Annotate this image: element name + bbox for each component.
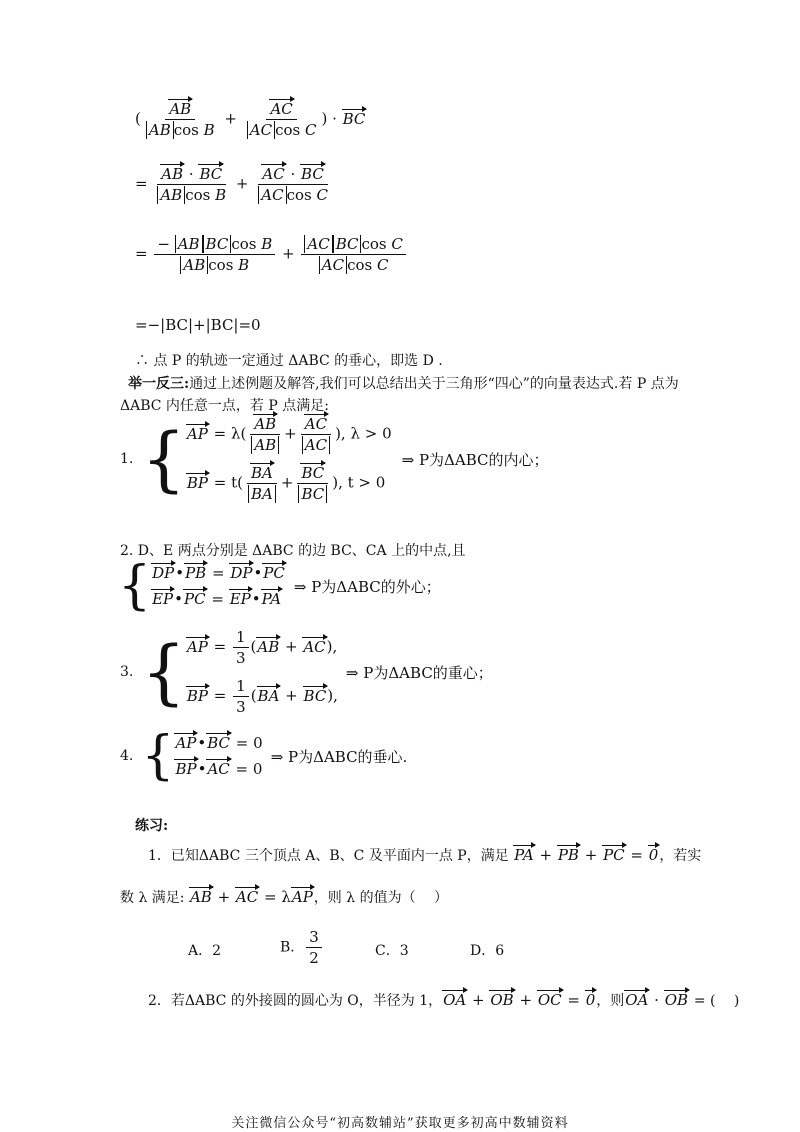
formula-item-4: 4. { AP•BC = 0 BP•AC = 0 ⇒ P为ΔABC的垂心. xyxy=(120,726,408,786)
item-2-premise: 2. D、E 两点分别是 ΔABC 的边 BC、CA 上的中点,且 xyxy=(120,543,466,559)
section-heading: 举一反三: xyxy=(128,376,190,392)
conclusion-text: ∴ 点 P 的轨迹一定通过 ΔABC 的垂心，即选 D . xyxy=(135,353,443,369)
exercise-q2: 2．若ΔABC 的外接圆的圆心为 O，半径为 1，OA + OB + OC = 0，则OA · OB = ( ) xyxy=(148,991,740,1009)
option-a: A．2 xyxy=(188,943,222,959)
derivation-line-1: ( $\frac{AB}{\text{AB cos B}}$ + $\frac{AC}{\text{AC cos C}}$ ) · BC xyxy=(135,100,366,139)
exercise-title: 练习: xyxy=(135,818,169,834)
formula-item-1: 1. { AP = λ( $\frac{AB}{AB}$ + $\frac{AC}{AC}$ ), λ > 0 BP = t( $\frac{BA}{BA}$ + $\frac{BC}{BC}$ ), t > 0 ⇒ P为ΔABC的内心； xyxy=(120,415,549,503)
derivation-line-2: = $\frac{AB \cdot BC}{\text{AB cos B}}$ + $\frac{AC \cdot BC}{\text{AC cos C}}$ xyxy=(135,165,328,204)
option-b: B． $\frac{3}{2}$ xyxy=(280,928,324,967)
section-intro: 举一反三:通过上述例题及解答,我们可以总结出关于三角形“四心”的向量表达式.若 P 点为 xyxy=(128,376,679,392)
exercise-q1-line1: 1．已知ΔABC 三个顶点 A、B、C 及平面内一点 P，满足 PA + PB + PC = 0，若实 xyxy=(148,846,702,864)
formula-item-3: 3. { AP = $\frac{1}{3}$ (AB + AC), BP = $\frac{1}{3}$ (BA + BC), ⇒ P为ΔABC的重心； xyxy=(120,628,493,716)
option-d: D．6 xyxy=(470,943,505,959)
section-intro-2: ΔABC 内任意一点，若 P 点满足: xyxy=(120,398,329,414)
derivation-line-4: =−|BC|+|BC|=0 xyxy=(135,316,261,334)
left-brace: { xyxy=(141,418,186,500)
formula-item-2: { DP•PB = DP•PC EP•PC = EP•PA ⇒ P为ΔABC的外心； xyxy=(118,556,441,616)
derivation-line-3: = $\frac{\text{− AB BC cos B}}{\text{AB cos B}}$ + $\frac{\text{AC BC cos C}}{\text{AC cos C}}$ xyxy=(135,235,408,274)
option-c: C．3 xyxy=(375,943,409,959)
footer-note: 关注微信公众号“初高数辅站”获取更多初高中数辅资料 xyxy=(231,1116,569,1131)
exercise-q1-line2: 数 λ 满足: AB + AC = λAP，则 λ 的值为（ ） xyxy=(120,888,449,906)
